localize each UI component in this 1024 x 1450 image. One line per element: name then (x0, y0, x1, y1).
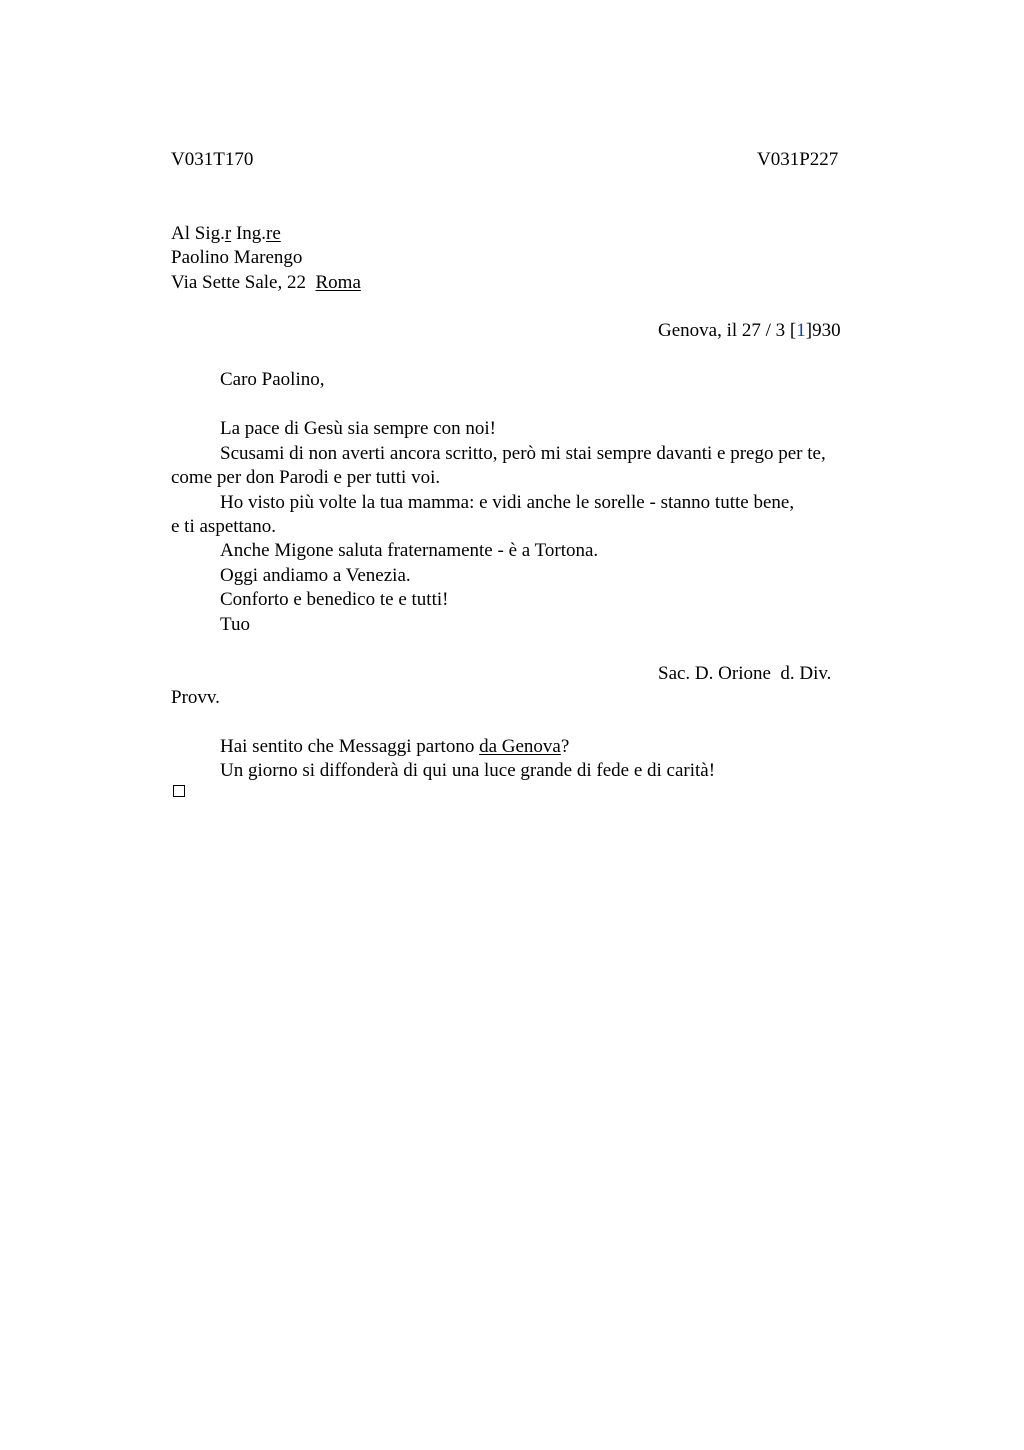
address-abbrev-1: r (224, 223, 232, 244)
address-line-1 (171, 224, 281, 243)
body-line-7: Oggi andiamo a Venezia. (220, 565, 411, 586)
signature-line-1: Sac. D. Orione d. Div. (658, 663, 832, 684)
body-line-9: Tuo (220, 614, 250, 635)
end-mark-box-icon (173, 785, 185, 797)
postscript-prefix: Hai sentito che Messaggi partono (220, 736, 480, 757)
body-line-4: Ho visto più volte la tua mamma: e vidi anche le sorelle - stanno tutte bene, (220, 492, 795, 513)
body-line-3: come per don Parodi e per tutti voi. (171, 467, 441, 488)
dateline-bracket-digit: 1 (796, 320, 806, 341)
body-line-2: Scusami di non averti ancora scritto, però mi stai sempre davanti e prego per te, (220, 443, 826, 464)
right-code: V031P227 (757, 149, 839, 170)
address-mid: Ing. (231, 223, 267, 244)
address-abbrev-2: re (266, 223, 281, 244)
address-line-2: Paolino Marengo (171, 247, 303, 268)
left-code: V031T170 (171, 149, 254, 170)
dateline-suffix: ]930 (805, 320, 841, 341)
dateline-prefix: Genova, il 27 / 3 [ (658, 320, 797, 341)
address-street: Via Sette Sale, 22 (171, 272, 316, 293)
postscript-underlined: da Genova (479, 736, 561, 757)
address-city: Roma (315, 272, 361, 293)
postscript-line-1 (220, 737, 569, 756)
body-line-8: Conforto e benedico te e tutti! (220, 589, 449, 610)
body-line-1: La pace di Gesù sia sempre con noi! (220, 418, 496, 439)
salutation: Caro Paolino, (220, 369, 325, 390)
body-line-5: e ti aspettano. (171, 516, 276, 537)
address-prefix: Al Sig. (171, 223, 225, 244)
postscript-suffix: ? (560, 736, 570, 757)
postscript-line-2: Un giorno si diffonderà di qui una luce grande di fede e di carità! (220, 760, 716, 781)
dateline (658, 321, 841, 340)
address-line-3 (171, 273, 361, 292)
body-line-6: Anche Migone saluta fraternamente - è a Tortona. (220, 540, 599, 561)
signature-line-2: Provv. (171, 687, 220, 708)
